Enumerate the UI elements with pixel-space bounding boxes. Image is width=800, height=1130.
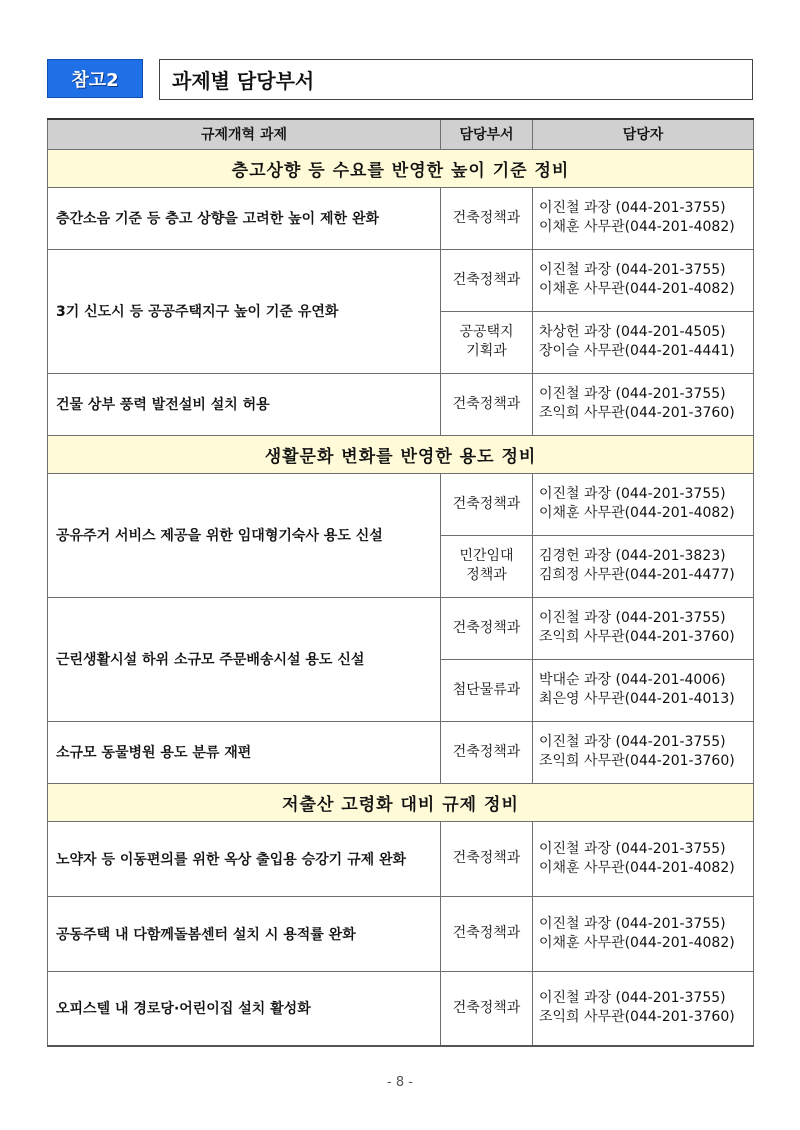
person-line: 이진철 과장 (044-201-3755) [539, 486, 726, 502]
person-line: 최은영 사무관(044-201-4013) [539, 691, 735, 707]
section-row [48, 435, 754, 473]
person-cell [533, 721, 754, 783]
dept-cell: 첨단물류과 [441, 659, 533, 721]
person-line: 이진철 과장 (044-201-3755) [539, 734, 726, 750]
person-line: 이채훈 사무관(044-201-4082) [539, 934, 735, 951]
table-row [48, 821, 754, 896]
reference-title-row [47, 59, 753, 100]
section-title: 생활문화 변화를 반영한 용도 정비 [48, 435, 754, 473]
task-name: 공동주택 내 다함께돌봄센터 설치 시 용적률 완화 [48, 896, 441, 971]
header-task: 규제개혁 과제 [48, 119, 441, 149]
person-line: 이채훈 사무관(044-201-4082) [539, 219, 735, 235]
table-row [48, 597, 754, 659]
task-name: 노약자 등 이동편의를 위한 옥상 출입용 승강기 규제 완화 [48, 821, 441, 896]
person-cell [533, 187, 754, 249]
header-dept: 담당부서 [441, 119, 533, 149]
person-cell [533, 473, 754, 535]
dept-cell: 건축정책과 [441, 896, 533, 971]
person-cell [533, 373, 754, 435]
person-cell [533, 249, 754, 311]
person-line: 장이슬 사무관(044-201-4441) [539, 343, 735, 359]
person-line: 조익희 사무관(044-201-3760) [539, 753, 735, 769]
person-cell [533, 597, 754, 659]
dept-cell: 건축정책과 [441, 473, 533, 535]
person-line: 조익희 사무관(044-201-3760) [539, 1009, 735, 1026]
table-row [48, 249, 754, 311]
dept-cell: 건축정책과 [441, 721, 533, 783]
person-line: 이진철 과장 (044-201-3755) [539, 840, 726, 857]
task-name: 근린생활시설 하위 소규모 주문배송시설 용도 신설 [48, 597, 441, 721]
dept-cell: 건축정책과 [441, 373, 533, 435]
person-cell [533, 971, 754, 1046]
person-line: 이진철 과장 (044-201-3755) [539, 915, 726, 932]
person-line: 이채훈 사무관(044-201-4082) [539, 859, 735, 876]
task-name: 오피스텔 내 경로당·어린이집 설치 활성화 [48, 971, 441, 1046]
dept-cell [441, 535, 533, 597]
task-name: 건물 상부 풍력 발전설비 설치 허용 [48, 373, 441, 435]
page-number: - 8 - [387, 1075, 413, 1090]
person-line: 이진철 과장 (044-201-3755) [539, 262, 726, 278]
dept-line: 공공택지 [459, 324, 514, 340]
person-line: 이채훈 사무관(044-201-4082) [539, 505, 735, 521]
reference-badge: 참고2 [47, 59, 143, 98]
person-line: 김경헌 과장 (044-201-3823) [539, 548, 726, 564]
person-cell [533, 535, 754, 597]
task-name: 3기 신도시 등 공공주택지구 높이 기준 유연화 [48, 249, 441, 373]
person-line: 김희정 사무관(044-201-4477) [539, 567, 735, 583]
page-title: 과제별 담당부서 [159, 59, 753, 100]
person-line: 조익희 사무관(044-201-3760) [539, 405, 735, 421]
person-cell [533, 821, 754, 896]
dept-cell: 건축정책과 [441, 821, 533, 896]
person-line: 조익희 사무관(044-201-3760) [539, 629, 735, 645]
person-cell [533, 896, 754, 971]
table-row [48, 187, 754, 249]
table-row [48, 971, 754, 1046]
person-line: 이진철 과장 (044-201-3755) [539, 386, 726, 402]
dept-cell: 건축정책과 [441, 249, 533, 311]
table-row [48, 721, 754, 783]
responsibility-table [47, 118, 754, 1047]
person-cell [533, 659, 754, 721]
task-name: 공유주거 서비스 제공을 위한 임대형기숙사 용도 신설 [48, 473, 441, 597]
task-name: 층간소음 기준 등 층고 상향을 고려한 높이 제한 완화 [48, 187, 441, 249]
dept-line: 민간임대 [459, 548, 514, 564]
section-row [48, 149, 754, 187]
dept-line: 기획과 [466, 343, 507, 359]
person-line: 이채훈 사무관(044-201-4082) [539, 281, 735, 297]
table-row [48, 373, 754, 435]
person-line: 이진철 과장 (044-201-3755) [539, 610, 726, 626]
person-line: 이진철 과장 (044-201-3755) [539, 200, 726, 216]
person-line: 박대순 과장 (044-201-4006) [539, 672, 726, 688]
table-header-row [48, 119, 754, 149]
dept-cell: 건축정책과 [441, 971, 533, 1046]
dept-cell: 건축정책과 [441, 597, 533, 659]
person-line: 이진철 과장 (044-201-3755) [539, 990, 726, 1007]
task-name: 소규모 동물병원 용도 분류 재편 [48, 721, 441, 783]
section-title: 층고상향 등 수요를 반영한 높이 기준 정비 [48, 149, 754, 187]
person-cell [533, 311, 754, 373]
table-row [48, 896, 754, 971]
section-row [48, 783, 754, 821]
person-line: 차상헌 과장 (044-201-4505) [539, 324, 726, 340]
header-person: 담당자 [533, 119, 754, 149]
dept-cell: 건축정책과 [441, 187, 533, 249]
table-row [48, 473, 754, 535]
dept-cell [441, 311, 533, 373]
section-title: 저출산 고령화 대비 규제 정비 [48, 783, 754, 821]
dept-line: 정책과 [466, 567, 507, 583]
